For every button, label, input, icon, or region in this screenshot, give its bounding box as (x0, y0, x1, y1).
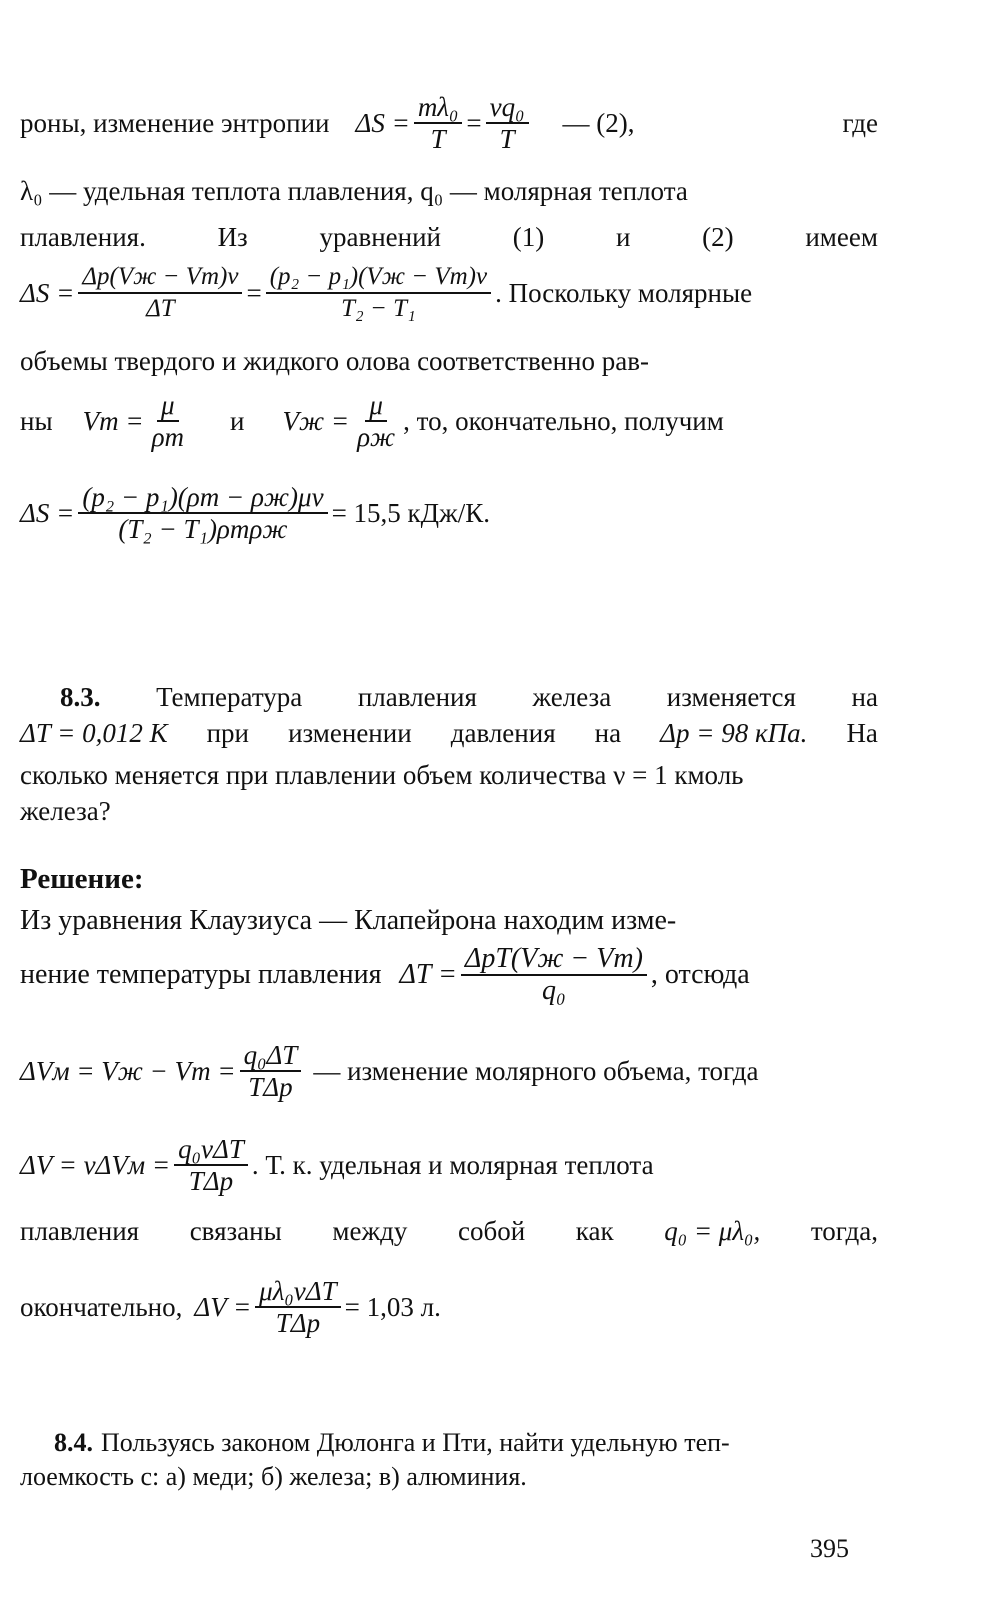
formula-lhs: ΔVм = Vж − Vт = (20, 1056, 236, 1086)
solution-line-6 (20, 1276, 878, 1338)
denominator: T₂ − T₁ (341, 295, 416, 322)
fraction (266, 262, 491, 324)
word: плавления (357, 682, 477, 712)
numerator: νq₀ (486, 92, 529, 124)
problem-number: 8.4. (54, 1428, 93, 1457)
text: где (842, 108, 878, 138)
denominator: ρт (151, 422, 185, 452)
problem-8-4-line-2: лоемкость c: а) меди; б) железа; в) алюминия. (20, 1462, 527, 1491)
text: окончательно, (20, 1292, 183, 1322)
formula-lhs: ΔS = (355, 108, 410, 138)
denominator: T (430, 124, 446, 154)
word: изменении (288, 718, 412, 748)
fraction (174, 1134, 248, 1196)
page-number: 395 (810, 1534, 849, 1563)
denominator: (T₂ − T₁)ρтρж (118, 514, 288, 544)
word: давления (450, 718, 556, 748)
text: , то, окончательно, получим (403, 406, 724, 436)
text: — изменение молярного объема, тогда (313, 1056, 759, 1086)
formula-lhs: ΔV = (194, 1292, 252, 1322)
solution-line-5 (20, 1214, 878, 1248)
numerator: mλ₀ (414, 92, 463, 124)
formula: Δp = 98 кПа. (660, 718, 808, 748)
problem-8-4-line-1 (20, 1426, 878, 1460)
formula-lhs: ΔS = (20, 498, 75, 528)
text: нение температуры плавления (20, 959, 382, 990)
text-line (20, 220, 878, 254)
formula-lhs: ΔT = (399, 959, 457, 990)
text-line: объемы твердого и жидкого олова соответственно рав- (20, 346, 649, 376)
denominator: q₀ (542, 975, 566, 1006)
numerator: μ (157, 390, 179, 422)
word: между (332, 1216, 408, 1246)
fraction (414, 92, 463, 154)
word: тогда, (810, 1216, 878, 1246)
formula-lhs: Vт = (82, 406, 144, 436)
numerator: q₀νΔT (174, 1134, 248, 1166)
solution-line-1: Из уравнения Клаузиуса — Клапейрона находим изме- (20, 905, 677, 936)
word: плавления (20, 1216, 140, 1246)
problem-8-3-line-1 (20, 680, 878, 714)
word: имеем (805, 222, 878, 252)
formula-line (20, 262, 878, 324)
denominator: ΔT (146, 295, 175, 322)
problem-number: 8.3. (60, 682, 101, 712)
solution-line-2 (20, 944, 878, 1006)
text: Пользуясь законом Дюлонга и Пти, найти удельную теп- (101, 1428, 730, 1457)
formula-lhs: Vж = (282, 406, 350, 436)
fraction (240, 1040, 302, 1102)
numerator: (p₂ − p₁)(ρт − ρж)μν (78, 482, 327, 514)
denominator: T (499, 124, 515, 154)
word: плавления. (20, 222, 146, 252)
word: собой (457, 1216, 526, 1246)
problem-8-3-line-2 (20, 716, 878, 750)
numerator: μ (365, 390, 387, 422)
formula: q₀ = μλ₀, (664, 1216, 761, 1246)
denominator: TΔp (248, 1072, 293, 1102)
result: = 15,5 кДж/К. (331, 498, 491, 528)
word: Температура (156, 682, 303, 712)
word: Из (217, 222, 248, 252)
denominator: ρж (357, 422, 396, 452)
word: изменяется (666, 682, 796, 712)
equation-ref: — (2), (562, 108, 635, 138)
numerator: (p₂ − p₁)(Vж − Vт)ν (266, 262, 491, 294)
fraction (255, 1276, 340, 1338)
fraction (353, 390, 399, 452)
fraction (486, 92, 529, 154)
formula-lhs: ΔS = (20, 278, 75, 308)
formula-lhs: ΔV = νΔVм = (20, 1150, 171, 1180)
word: (1) (512, 222, 545, 252)
numerator: ΔpT(Vж − Vт) (461, 944, 647, 976)
formula-line (20, 482, 878, 544)
equals-sign: = (246, 278, 262, 308)
text: . Т. к. удельная и молярная теплота (251, 1150, 654, 1180)
word: на (851, 682, 878, 712)
fraction (148, 390, 188, 452)
text: ны (20, 406, 53, 436)
text: , отсюда (650, 959, 750, 990)
fraction (78, 482, 327, 544)
word: как (575, 1216, 614, 1246)
numerator: Δp(Vж − Vт)ν (78, 262, 242, 294)
text-line: λ₀ — удельная теплота плавления, q₀ — молярная теплота (20, 176, 688, 206)
text: . Поскольку молярные (495, 278, 753, 308)
word: На (846, 718, 878, 748)
word: при (206, 718, 249, 748)
numerator: q₀ΔT (240, 1040, 302, 1072)
word: на (594, 718, 622, 748)
denominator: TΔp (275, 1308, 321, 1338)
result: = 1,03 л. (344, 1292, 441, 1322)
word: уравнений (319, 222, 441, 252)
entropy-line (20, 92, 878, 154)
formula-line (20, 390, 878, 452)
text: роны, изменение энтропии (20, 108, 330, 138)
numerator: μλ₀νΔT (255, 1276, 340, 1308)
word: и (615, 222, 631, 252)
denominator: TΔp (188, 1166, 234, 1196)
word: (2) (702, 222, 734, 252)
solution-line-3 (20, 1040, 878, 1102)
problem-8-3-line-4: железа? (20, 796, 111, 826)
equals-sign: = (466, 108, 482, 138)
fraction (461, 944, 647, 1006)
formula: ΔT = 0,012 К (20, 718, 168, 748)
solution-heading: Решение: (20, 863, 144, 895)
text: и (230, 406, 245, 436)
fraction (78, 262, 242, 324)
word: железа (532, 682, 612, 712)
problem-8-3-line-3: сколько меняется при плавлении объем количества ν = 1 кмоль (20, 760, 744, 790)
solution-line-4 (20, 1134, 878, 1196)
word: связаны (189, 1216, 282, 1246)
